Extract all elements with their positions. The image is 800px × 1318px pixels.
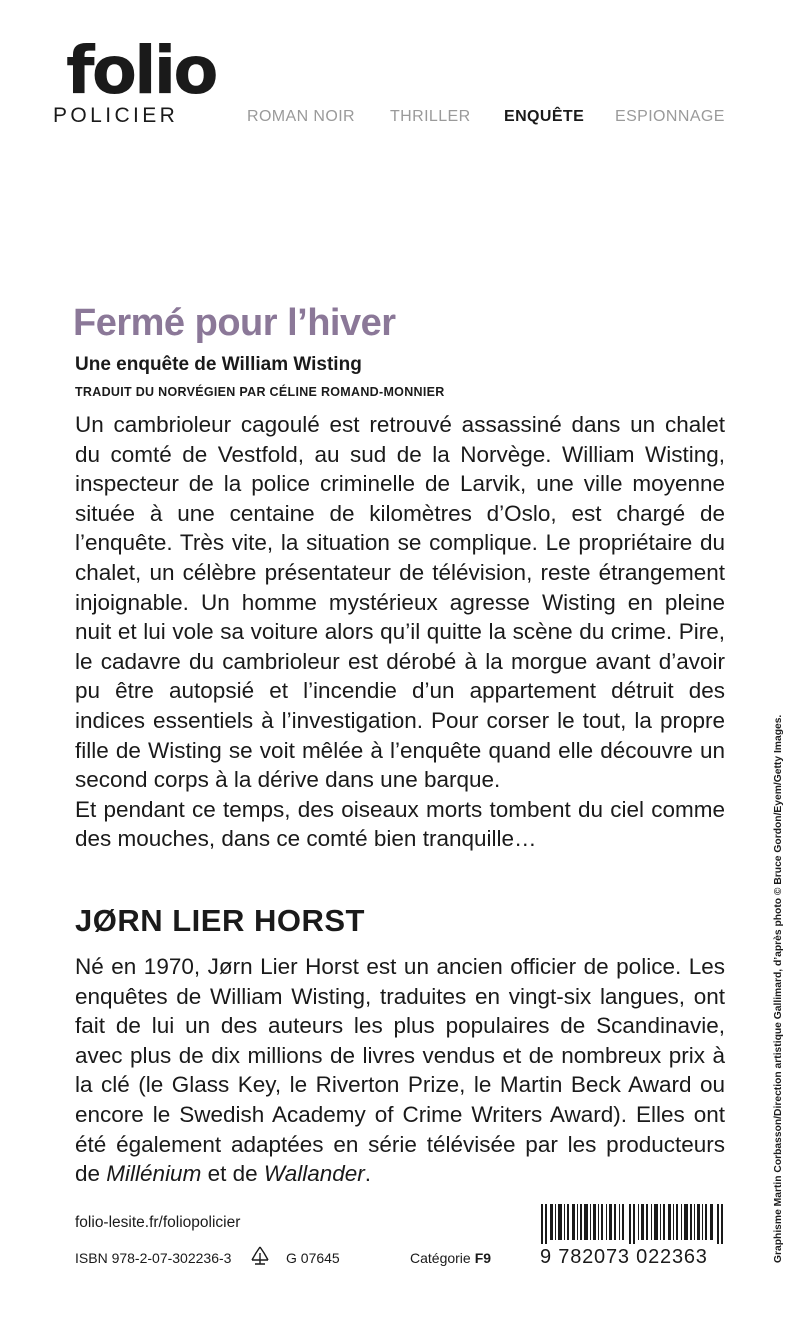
blurb-paragraph: Un cambrioleur cagoulé est retrouvé assassiné dans un chalet du comté de Vestfold, au sud de la Norvège. William Wisting, inspecteur de la police criminelle de Larvik, une ville moyenne située à une centaine de kilomètres d’Oslo, est chargé de l’enquête. Très vite, la situation se complique. Le propriétaire du chalet, un célèbre présentateur de télévision, reste étrangement injoignable. Un homme mystérieux agresse Wisting en pleine nuit et lui vole sa voiture alors qu’il quitte la scène du crime. Pire, le cadavre du cambrioleur est dérobé à la morgue avant d’avoir pu être autopsié et l’incendie d’un appartement détruit des indices essentiels à l’investigation. Pour corser le tout, la propre fille de Wisting se voit mêlée à l’enquête quand elle découvre un second corps à la dérive dans une barque. <box>75 412 725 793</box>
website-link[interactable]: folio-lesite.fr/foliopolicier <box>75 1214 241 1231</box>
price-category <box>410 1250 491 1266</box>
bio-work-wallander: Wallander <box>263 1161 365 1187</box>
bio-end: . <box>364 1161 372 1187</box>
collection-name: POLICIER <box>53 104 179 127</box>
author-bio <box>75 952 725 1189</box>
book-blurb <box>75 410 725 854</box>
product-code: G 07645 <box>286 1250 340 1266</box>
bio-connector: et de <box>207 1161 258 1187</box>
photo-credits: Graphisme Martin Corbasson/Direction artistique Gallimard, d’après photo © Bruce Gordon/Eyem/Getty Images. <box>773 714 784 1263</box>
barcode-number: 9 782073 022363 <box>540 1246 708 1268</box>
bio-work-millenium: Millénium <box>106 1161 202 1187</box>
isbn-number: ISBN 978-2-07-302236-3 <box>75 1250 232 1266</box>
author-name: JØRN LIER HORST <box>75 903 365 938</box>
genre-espionnage: ESPIONNAGE <box>615 108 725 125</box>
book-title: Fermé pour l’hiver <box>73 302 396 344</box>
genre-roman-noir: ROMAN NOIR <box>247 108 355 125</box>
recycle-icon <box>249 1245 271 1267</box>
translator-credit: TRADUIT DU NORVÉGIEN PAR CÉLINE ROMAND-MONNIER <box>75 385 445 399</box>
barcode-icon <box>541 1204 725 1244</box>
category-label: Catégorie <box>410 1250 471 1266</box>
genre-enquete: ENQUÊTE <box>504 108 585 125</box>
blurb-paragraph: Et pendant ce temps, des oiseaux morts tombent du ciel comme des mouches, dans ce comté bien tranquille… <box>75 796 725 852</box>
folio-logo: folio <box>66 32 216 109</box>
book-subtitle: Une enquête de William Wisting <box>75 354 362 375</box>
category-value: F9 <box>474 1250 492 1266</box>
genre-thriller: THRILLER <box>390 108 471 125</box>
bio-text: Né en 1970, Jørn Lier Horst est un ancien officier de police. Les enquêtes de William Wisting, traduites en vingt-six langues, ont fait de lui un des auteurs les plus populaires de Scandinavie, avec plus de dix millions de livres vendus et de nombreux prix à la clé (le Glass Key, le Riverton Prize, le Martin Beck Award ou encore le Swedish Academy of Crime Writers Award). Elles ont été également adaptées en série télévisée par les producteurs de <box>75 954 725 1187</box>
